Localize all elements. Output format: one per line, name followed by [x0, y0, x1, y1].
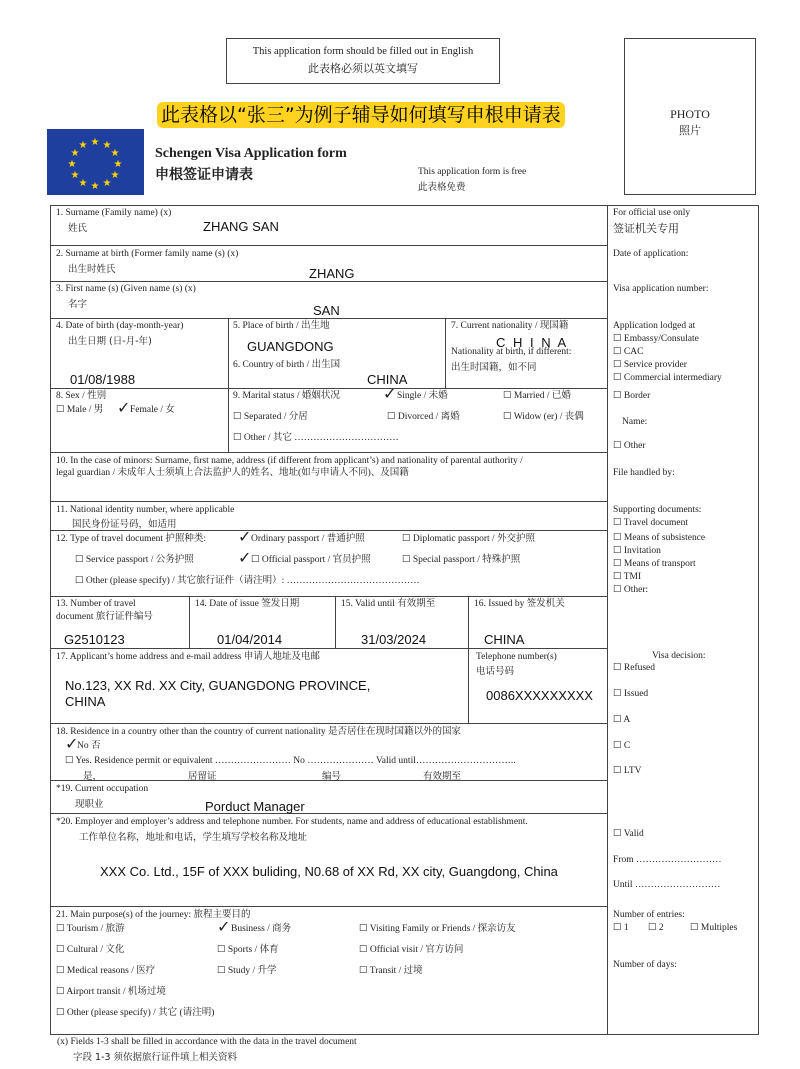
supporting-documents-label: Supporting documents: — [613, 505, 702, 515]
passport-official-option[interactable]: ☐ Official passport / 官员护照 — [251, 555, 371, 565]
valid-from-label: From ……………………… — [613, 855, 722, 865]
field-10-label: 10. In the case of minors: Surname, first name, address (if different from applicant’s) and nationality of parental authority / — [56, 456, 523, 466]
field-7-label: 7. Current nationality / 现国籍 — [451, 321, 569, 331]
checkmark-icon: ✓ — [238, 527, 252, 546]
purpose-visiting-option[interactable]: ☐ Visiting Family or Friends / 探亲访友 — [359, 924, 516, 934]
purpose-medical-option[interactable]: ☐ Medical reasons / 医疗 — [56, 966, 156, 976]
field-14-label: 14. Date of issue 签发日期 — [195, 599, 300, 609]
svg-text:★: ★ — [70, 170, 80, 181]
employer-value[interactable]: XXX Co. Ltd., 15F of XXX buliding, N0.68 of XX Rd, XX city, Guangdong, China — [100, 864, 558, 879]
date-of-issue-value[interactable]: 01/04/2014 — [217, 632, 283, 647]
telephone-value[interactable]: 0086XXXXXXXXX — [486, 688, 593, 703]
official-use-title-cn: 签证机关专用 — [613, 222, 679, 235]
marital-single-option[interactable]: Single / 未婚 — [397, 391, 448, 401]
lodged-border-option[interactable]: ☐ Border — [613, 391, 651, 401]
field-1-label: 1. Surname (Family name) (x) — [56, 208, 172, 218]
marital-other-option[interactable]: ☐ Other / 其它 …………………………… — [233, 433, 399, 443]
field-21-label: 21. Main purpose(s) of the journey: 旅程主要目的 — [56, 910, 251, 920]
purpose-airport-option[interactable]: ☐ Airport transit / 机场过境 — [56, 987, 166, 997]
svg-text:★: ★ — [102, 178, 112, 189]
entries-2-option[interactable]: ☐ 2 — [648, 923, 664, 933]
field-8-label: 8. Sex / 性别 — [56, 391, 107, 401]
instruction-banner: 此表格以“张三”为例子辅导如何填写申根申请表 — [157, 102, 565, 128]
lodged-cac-option[interactable]: ☐ CAC — [613, 347, 644, 357]
decision-c-option[interactable]: ☐ C — [613, 741, 631, 751]
surname-value[interactable]: ZHANG SAN — [203, 219, 279, 234]
decision-ltv-option[interactable]: ☐ LTV — [613, 766, 642, 776]
purpose-other-option[interactable]: ☐ Other (please specify) / 其它 (请注明) — [56, 1008, 215, 1018]
photo-label-cn: 照片 — [679, 124, 701, 137]
residence-yes-option[interactable]: ☐ Yes. Residence permit or equivalent …………………… No ………………… Valid until………………………….. — [65, 756, 516, 766]
surname-at-birth-value[interactable]: ZHANG — [309, 266, 355, 281]
field-20-label-cn: 工作单位名称，地址和电话，学生填写学校名称及地址 — [79, 832, 308, 843]
photo-label: PHOTO — [670, 107, 710, 121]
field-19-label-cn: 现职业 — [75, 799, 104, 810]
field-13-label-2: document 旅行证件编号 — [56, 612, 153, 622]
field-2-label-cn: 出生时姓氏 — [68, 264, 116, 275]
passport-special-option[interactable]: ☐ Special passport / 特殊护照 — [402, 555, 521, 565]
border-name-label: Name: — [622, 417, 648, 427]
passport-ordinary-option[interactable]: Ordinary passport / 普通护照 — [251, 534, 365, 544]
english-notice-en: This application form should be filled out in English — [252, 46, 474, 57]
svg-text:★: ★ — [110, 148, 120, 159]
svg-text:★: ★ — [90, 137, 100, 148]
checkmark-icon: ✓ — [238, 548, 252, 567]
checkmark-icon: ✓ — [65, 734, 79, 753]
footer-note: (x) Fields 1-3 shall be filled in accordance with the data in the travel document — [57, 1037, 357, 1047]
svg-text:★: ★ — [110, 170, 120, 181]
nationality-at-birth-label-cn: 出生时国籍，如不同 — [451, 362, 537, 373]
lodged-commercial-option[interactable]: ☐ Commercial intermediary — [613, 373, 722, 383]
marital-widow-option[interactable]: ☐ Widow (er) / 丧偶 — [503, 412, 584, 422]
field-12-label: 12. Type of travel document 护照种类: — [56, 534, 207, 544]
home-address-value-line2[interactable]: CHINA — [65, 694, 106, 709]
field-4-label-cn: 出生日期 (日-月-年) — [68, 336, 152, 347]
support-tmi-option[interactable]: ☐ TMI — [613, 572, 642, 582]
svg-text:★: ★ — [102, 140, 112, 151]
number-of-days-label: Number of days: — [613, 960, 677, 970]
residence-valid-cn: 有效期至 — [423, 771, 462, 782]
decision-a-option[interactable]: ☐ A — [613, 715, 631, 725]
purpose-official-option[interactable]: ☐ Official visit / 官方访问 — [359, 945, 464, 955]
decision-refused-option[interactable]: ☐ Refused — [613, 663, 656, 673]
checkmark-icon: ✓ — [117, 398, 131, 417]
support-travel-doc-option[interactable]: ☐ Travel document — [613, 518, 689, 528]
lodged-at-label: Application lodged at — [613, 321, 696, 331]
field-11-label-cn: 国民身份证号码，如适用 — [72, 519, 177, 530]
form-title-cn: 申根签证申请表 — [155, 167, 253, 183]
field-10-label-2: legal guardian / 未成年人士须填上合法监护人的姓名、地址(如与申请人不同)、及国籍 — [56, 468, 409, 478]
marital-separated-option[interactable]: ☐ Separated / 分居 — [233, 412, 308, 422]
field-15-label: 15. Valid until 有效期至 — [341, 599, 436, 609]
svg-text:★: ★ — [90, 181, 100, 192]
home-address-value-line1[interactable]: No.123, XX Rd. XX City, GUANGDONG PROVINCE, — [65, 678, 371, 693]
english-notice-cn: 此表格必须以英文填写 — [308, 62, 418, 75]
purpose-study-option[interactable]: ☐ Study / 升学 — [217, 966, 277, 976]
checkmark-icon: ✓ — [217, 917, 231, 936]
field-17-label: 17. Applicant’s home address and e-mail address 申请人地址及电邮 — [56, 652, 320, 662]
telephone-label: Telephone number(s) — [476, 652, 557, 662]
free-notice-en: This application form is free — [418, 167, 527, 177]
svg-text:★: ★ — [67, 159, 77, 170]
field-5-label: 5. Place of birth / 出生地 — [233, 321, 330, 331]
valid-until-label: Until ……………………… — [613, 880, 721, 890]
issued-by-value[interactable]: CHINA — [484, 632, 525, 647]
nationality-at-birth-label: Nationality at birth, if different: — [451, 347, 572, 357]
residence-no-option[interactable]: No 否 — [77, 741, 101, 751]
marital-married-option[interactable]: ☐ Married / 已婚 — [503, 391, 571, 401]
residence-permit-cn: 居留证 — [188, 771, 217, 782]
support-other-option[interactable]: ☐ Other: — [613, 585, 649, 595]
date-of-application-label: Date of application: — [613, 249, 689, 259]
english-notice-box — [226, 38, 500, 84]
lodged-service-option[interactable]: ☐ Service provider — [613, 360, 687, 370]
purpose-transit-option[interactable]: ☐ Transit / 过境 — [359, 966, 423, 976]
visa-decision-label: Visa decision: — [652, 651, 706, 661]
visa-application-number-label: Visa application number: — [613, 284, 709, 294]
field-9-label: 9. Marital status / 婚姻状况 — [233, 391, 340, 401]
sex-male-option[interactable]: ☐ Male / 男 — [56, 405, 104, 415]
official-use-title: For official use only — [613, 208, 691, 218]
footer-note-cn: 字段 1-3 须依据旅行证件填上相关资料 — [73, 1052, 238, 1063]
field-18-label: 18. Residence in a country other than the country of current nationality 是否居住在现时国籍以外的国家 — [56, 727, 461, 737]
passport-diplomatic-option[interactable]: ☐ Diplomatic passport / 外交护照 — [402, 534, 536, 544]
file-handled-label: File handled by: — [613, 468, 675, 478]
field-11-label: 11. National identity number, where applicable — [56, 505, 235, 515]
marital-divorced-option[interactable]: ☐ Divorced / 离婚 — [387, 412, 460, 422]
free-notice-cn: 此表格免费 — [418, 182, 466, 193]
lodged-embassy-option[interactable]: ☐ Embassy/Consulate — [613, 334, 699, 344]
place-of-birth-value[interactable]: GUANGDONG — [247, 339, 334, 354]
field-3-label-cn: 名字 — [68, 299, 88, 310]
field-6-label: 6. Country of birth / 出生国 — [233, 360, 341, 370]
nationality-value[interactable]: C H I N A — [496, 335, 569, 350]
purpose-cultural-option[interactable]: ☐ Cultural / 文化 — [56, 945, 125, 955]
number-of-entries-label: Number of entries: — [613, 910, 685, 920]
field-3-label: 3. First name (s) (Given name (s) (x) — [56, 284, 196, 294]
residence-yes-cn: 是， — [83, 771, 103, 782]
first-name-value[interactable]: SAN — [313, 303, 340, 318]
lodged-other-option[interactable]: ☐ Other — [613, 441, 646, 451]
entries-1-option[interactable]: ☐ 1 — [613, 923, 629, 933]
field-16-label: 16. Issued by 签发机关 — [474, 599, 565, 609]
field-2-label: 2. Surname at birth (Former family name (s) (x) — [56, 249, 239, 259]
occupation-value[interactable]: Porduct Manager — [205, 799, 305, 814]
eu-flag-icon — [47, 129, 144, 195]
form-title: Schengen Visa Application form — [155, 146, 347, 161]
purpose-tourism-option[interactable]: ☐ Tourism / 旅游 — [56, 924, 125, 934]
purpose-business-option[interactable]: Business / 商务 — [231, 924, 292, 934]
telephone-label-cn: 电话号码 — [476, 666, 515, 677]
svg-text:★: ★ — [78, 140, 88, 151]
support-transport-option[interactable]: ☐ Means of transport — [613, 559, 696, 569]
purpose-sports-option[interactable]: ☐ Sports / 体育 — [217, 945, 279, 955]
field-20-label: *20. Employer and employer’s address and telephone number. For students, name and address of educational establishment. — [56, 817, 528, 827]
svg-text:★: ★ — [78, 178, 88, 189]
support-subsistence-option[interactable]: ☐ Means of subsistence — [613, 533, 706, 543]
photo-box — [624, 38, 756, 195]
residence-number-cn: 编号 — [322, 771, 342, 782]
field-19-label: *19. Current occupation — [56, 784, 149, 794]
field-1-label-cn: 姓氏 — [68, 223, 88, 234]
svg-text:★: ★ — [113, 159, 123, 170]
support-invitation-option[interactable]: ☐ Invitation — [613, 546, 661, 556]
field-13-label: 13. Number of travel — [56, 599, 136, 609]
field-4-label: 4. Date of birth (day-month-year) — [56, 321, 184, 331]
country-of-birth-value[interactable]: CHINA — [367, 372, 408, 387]
passport-service-option[interactable]: ☐ Service passport / 公务护照 — [75, 555, 194, 565]
date-of-birth-value[interactable]: 01/08/1988 — [70, 372, 136, 387]
svg-text:★: ★ — [70, 148, 80, 159]
passport-other-option[interactable]: ☐ Other (please specify) / 其它旅行证件（请注明）: …………………………………… — [75, 576, 420, 586]
entries-multiples-option[interactable]: ☐ Multiples — [690, 923, 738, 933]
checkmark-icon: ✓ — [383, 384, 397, 403]
travel-document-number-value[interactable]: G2510123 — [64, 632, 125, 647]
decision-valid-option[interactable]: ☐ Valid — [613, 829, 644, 839]
decision-issued-option[interactable]: ☐ Issued — [613, 689, 649, 699]
sex-female-option[interactable]: Female / 女 — [130, 405, 175, 415]
valid-until-value[interactable]: 31/03/2024 — [361, 632, 427, 647]
